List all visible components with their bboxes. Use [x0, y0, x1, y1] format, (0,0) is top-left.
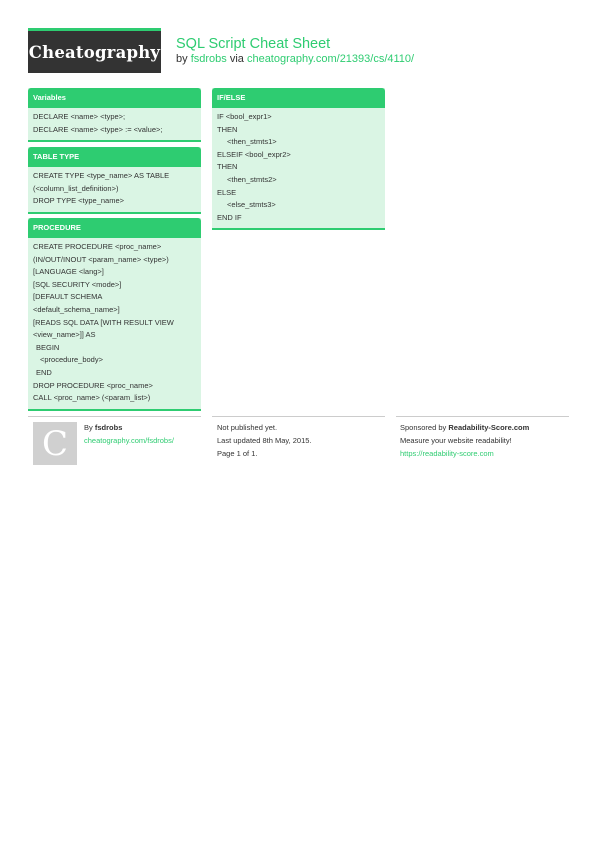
code-line: [READS SQL DATA [WITH RESULT VIEW	[33, 317, 174, 327]
code-line: THEN	[217, 124, 238, 134]
code-line: END IF	[217, 212, 242, 222]
cheatography-logo[interactable]	[28, 28, 161, 73]
code-line: CREATE TYPE <type_name> AS TABLE	[33, 171, 170, 180]
avatar[interactable]	[33, 422, 77, 465]
code-line: ELSEIF <bool_expr2>	[217, 149, 291, 159]
avatar-letter: C	[41, 423, 68, 464]
code-line: DECLARE <name> <type>;	[33, 112, 126, 121]
code-line: [DEFAULT SCHEMA	[33, 292, 103, 302]
sponsor-link[interactable]: https://readability-score.com	[400, 449, 494, 458]
code-line: IF <bool_expr1>	[217, 112, 272, 121]
table-type-heading: TABLE TYPE	[28, 147, 201, 167]
author-link[interactable]: fsdrobs	[190, 53, 227, 65]
variables-card	[28, 88, 201, 142]
sponsor-name: Readability-Score.com	[448, 423, 530, 432]
sheet-url-link[interactable]: cheatography.com/21393/cs/4110/	[246, 53, 415, 65]
code-line: DROP TYPE <type_name>	[33, 196, 125, 206]
footer-author-link[interactable]: cheatography.com/fsdrobs/	[84, 436, 174, 445]
code-line: <else_stmts3>	[227, 200, 276, 210]
logo-text: Cheatography	[28, 42, 161, 62]
page-title: SQL Script Cheat Sheet	[176, 36, 331, 52]
code-line: [SQL SECURITY <mode>]	[33, 279, 122, 289]
code-line: ELSE	[217, 187, 237, 197]
code-line: <view_name>]] AS	[33, 330, 96, 340]
procedure-heading: PROCEDURE	[28, 218, 201, 238]
code-line: <then_stmts2>	[227, 174, 277, 184]
if-else-card	[212, 88, 385, 230]
code-line: CALL <proc_name> (<param_list>)	[33, 393, 151, 403]
last-updated: Last updated 8th May, 2015.	[217, 436, 312, 445]
footer-divider	[28, 416, 201, 417]
code-line: BEGIN	[36, 342, 60, 352]
code-line: <default_schema_name>]	[33, 304, 120, 314]
code-line: THEN	[217, 162, 238, 172]
byline	[176, 53, 414, 65]
page-number: Page 1 of 1.	[217, 449, 258, 458]
code-line: CREATE PROCEDURE <proc_name>	[33, 242, 162, 251]
code-line: DECLARE <name> <type> := <value>;	[33, 124, 163, 134]
code-line: (IN/OUT/INOUT <param_name> <type>)	[33, 254, 169, 264]
footer-by: By	[84, 423, 93, 432]
code-line: (<column_list_definition>)	[33, 183, 119, 193]
footer-divider	[212, 416, 385, 417]
code-line: DROP PROCEDURE <proc_name>	[33, 380, 153, 390]
footer-author	[84, 421, 174, 447]
sponsor-prefix: Sponsored by	[400, 423, 447, 432]
footer-status	[217, 421, 312, 460]
procedure-card	[28, 218, 201, 411]
code-line: END	[36, 367, 52, 377]
code-line: [LANGUAGE <lang>]	[33, 267, 104, 277]
footer-sponsor	[400, 421, 529, 460]
publish-status: Not published yet.	[217, 423, 278, 432]
variables-heading: Variables	[28, 88, 201, 108]
if-else-heading: IF/ELSE	[212, 88, 385, 108]
footer-author-name: fsdrobs	[94, 423, 123, 432]
code-line: <procedure_body>	[40, 355, 103, 365]
sponsor-tagline: Measure your website readability!	[400, 436, 512, 445]
byline-via: via	[229, 53, 244, 65]
code-line: <then_stmts1>	[227, 137, 277, 147]
footer-divider	[396, 416, 569, 417]
table-type-card	[28, 147, 201, 214]
byline-prefix: by	[176, 53, 188, 65]
